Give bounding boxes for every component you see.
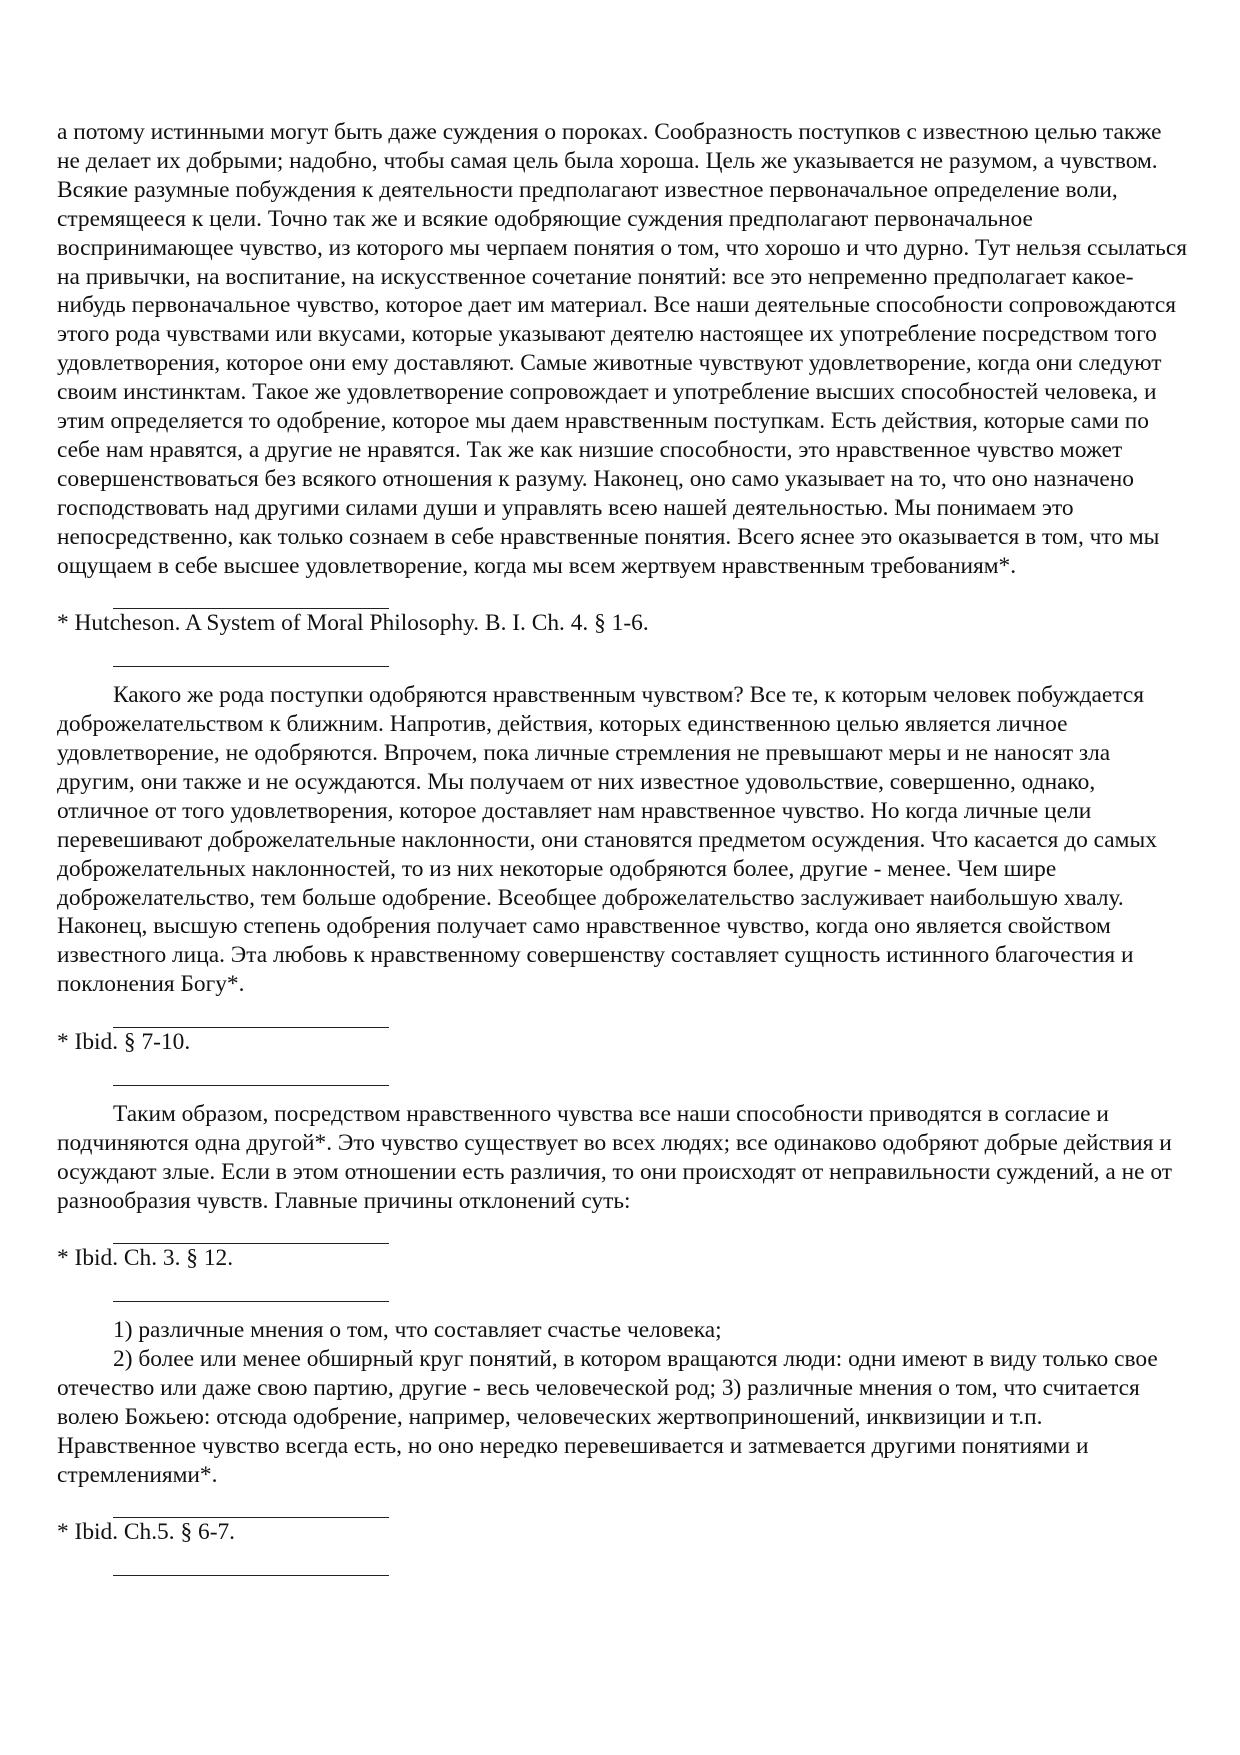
- paragraph-4: 1) различные мнения о том, что составляет счастье человека;: [113, 1317, 722, 1344]
- footnote-divider-top: [113, 581, 389, 610]
- footnote-divider-top: [113, 1490, 389, 1519]
- footnote-2: * Ibid. § 7-10.: [57, 1029, 191, 1056]
- footnote-divider-top: [113, 1215, 389, 1244]
- footnote-1: * Hutcheson. A System of Moral Philosophy. B. I. Ch. 4. § 1-6.: [57, 610, 649, 637]
- paragraph-2: Какого же рода поступки одобряются нравственным чувством? Все те, к которым человек побуждается доброжелательством к ближним. Напротив, действия, которых единственною целью является личное удовлетворение, не одобряются. Впрочем, пока личные стремления не превышают меры и не наносят зла другим, они также и не осуждаются. Мы получаем от них известное удовольствие, совершенно, однако, отличное от того удовлетворения, которое доставляет нам нравственное чувство. Но когда личные цели перевешивают доброжелательные наклонности, они становятся предметом осуждения. Что касается до самых доброжелательных наклонностей, то из них некоторые одобряются более, другие - менее. Чем шире доброжелательство, тем больше одобрение. Всеобщее доброжелательство заслуживает наибольшую хвалу. Наконец, высшую степень одобрения получает само нравственное чувство, когда оно является свойством известного лица. Эта любовь к нравственному совершенству составляет сущность истинного благочестия и поклонения Богу*.: [57, 682, 1157, 998]
- paragraph-5: 2) более или менее обширный круг понятий, в котором вращаются люди: одни имеют в виду только свое отечество или даже свою партию, другие - весь человеческой род; 3) различные мнения о том, что считается волею Божьею: отсюда одобрение, например, человеческих жертвоприношений, инквизиции и т.п. Нравственное чувство всегда есть, но оно нередко перевешивается и затмевается другими понятиями и стремлениями*.: [57, 1346, 1158, 1488]
- paragraph-3: Таким образом, посредством нравственного чувства все наши способности приводятся в согласие и подчиняются одна другой*. Это чувство существует во всех людях; все одинаково одобряют добрые действия и осуждают злые. Если в этом отношении есть различия, то они происходят от неправильности суждений, а не от разнообразия чувств. Главные причины отклонений суть:: [57, 1100, 1172, 1214]
- paragraph-1: а потому истинными могут быть даже суждения о пороках. Сообразность поступков с известною целью также не делает их добрыми; надобно, чтобы самая цель была хороша. Цель же указывается не разумом, а чувством. Всякие разумные побуждения к деятельности предполагают известное первоначальное определение воли, стремящееся к цели. Точно так же и всякие одобряющие суждения предполагают первоначальное воспринимающее чувство, из которого мы черпаем понятия о том, что хорошо и что дурно. Тут нельзя ссылаться на привычки, на воспитание, на искусственное сочетание понятий: все это непременно предполагает какое-нибудь первоначальное чувство, которое дает им материал. Все наши деятельные способности сопровождаются этого рода чувствами или вкусами, которые указывают деятелю настоящее их употребление посредством того удовлетворения, которое они ему доставляют. Самые животные чувствуют удовлетворение, когда они следуют своим инстинктам. Такое же удовлетворение сопровождает и употребление высших способностей человека, и этим определяется то одобрение, которое мы даем нравственным поступкам. Есть действия, которые сами по себе нам нравятся, а другие не нравятся. Так же как низшие способности, это нравственное чувство может совершенствоваться без всякого отношения к разуму. Наконец, оно само указывает на то, что оно назначено господствовать над другими силами души и управлять всею нашей деятельностью. Мы понимаем это непосредственно, как только сознаем в себе нравственные понятия. Всего яснее это оказывается в том, что мы ощущаем в себе высшее удовлетворение, когда мы всем жертвуем нравственным требованиям*.: [57, 119, 1187, 579]
- footnote-divider-bottom: [113, 1057, 389, 1086]
- footnote-divider-bottom: [113, 638, 389, 667]
- footnote-4: * Ibid. Ch.5. § 6-7.: [57, 1519, 236, 1546]
- footnote-divider-bottom: [113, 1547, 389, 1576]
- footnote-3: * Ibid. Ch. 3. § 12.: [57, 1245, 234, 1272]
- footnote-divider-top: [113, 999, 389, 1028]
- footnote-divider-bottom: [113, 1273, 389, 1302]
- document-page: [57, 118, 1187, 1576]
